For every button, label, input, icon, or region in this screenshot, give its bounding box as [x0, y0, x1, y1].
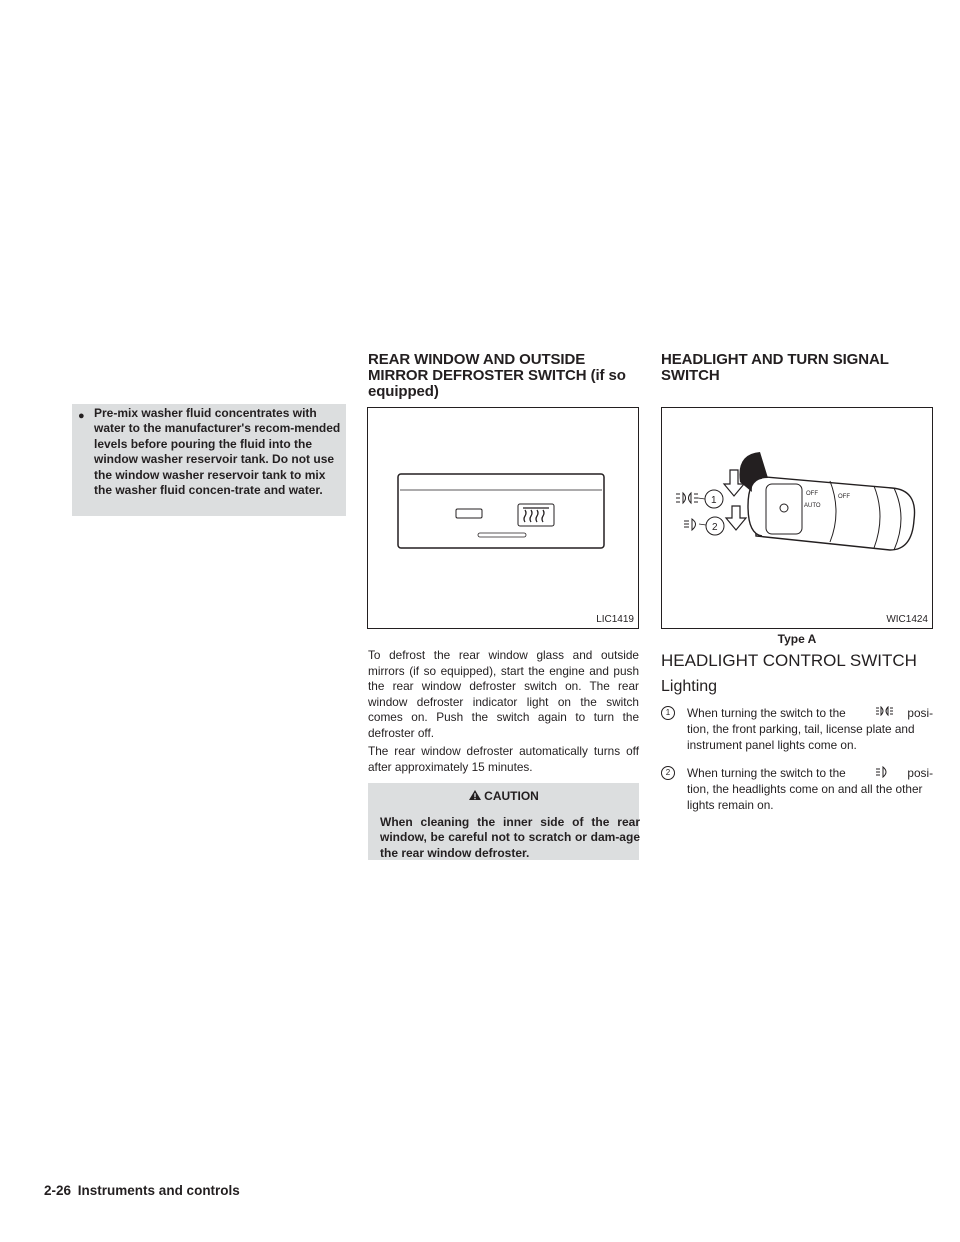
washer-fluid-note: [72, 404, 346, 516]
item-number: 1: [661, 706, 675, 720]
page-footer: [44, 1183, 240, 1198]
defroster-heading: [368, 352, 643, 400]
headlight-heading-line2: SWITCH: [661, 367, 720, 384]
caution-text: When cleaning the inner side of the rear window, be careful not to scratch or dam-age the rear window defroster.: [380, 815, 640, 860]
defroster-figure: [367, 407, 639, 629]
item-text: [687, 766, 933, 813]
defroster-heading-line1: REAR WINDOW AND OUTSIDE: [368, 351, 586, 368]
section-title: Instruments and controls: [77, 1183, 240, 1198]
defroster-paragraph-1: To defrost the rear window glass and outside mirrors (if so equipped), start the engine and push the rear window defroster switch on. The rear window defroster indicator light on the switch comes on. Push the switch again to turn the defroster off.: [368, 648, 639, 740]
figure-code: LIC1419: [596, 614, 634, 625]
figure-code: WIC1424: [886, 614, 928, 625]
headlight-icon: [684, 519, 696, 530]
headlight-heading-line1: HEADLIGHT AND TURN SIGNAL: [661, 351, 889, 368]
item-text-rest: tion, the front parking, tail, license plate and instrument panel lights come on.: [687, 722, 915, 752]
item-text-prefix: When turning the switch to the: [687, 766, 846, 780]
note-text: Pre-mix washer fluid concentrates with water to the manufacturer's recom-mended levels before pouring the fluid into the window washer reservoir tank. Do not use the window washer reservoir tank to mix the washer fluid concen-trate and water.: [94, 406, 341, 498]
defroster-switch-illustration: [368, 408, 638, 628]
parking-light-icon: [676, 493, 698, 503]
off-label-2: OFF: [838, 494, 850, 500]
warning-icon: [468, 789, 482, 801]
caution-header: [368, 789, 639, 803]
lighting-heading: Lighting: [661, 678, 718, 695]
parking-light-icon: [875, 706, 901, 718]
bullet-icon: ●: [78, 410, 85, 422]
headlight-switch-illustration: [662, 408, 932, 628]
headlight-control-heading: HEADLIGHT CONTROL SWITCH: [661, 651, 917, 670]
caution-title: CAUTION: [484, 789, 539, 803]
caution-box: [368, 783, 639, 860]
callout-1: 1: [711, 495, 717, 506]
item-number: 2: [661, 766, 675, 780]
callout-2: 2: [712, 522, 718, 533]
defroster-paragraph-2: The rear window defroster automatically turns off after approximately 15 minutes.: [368, 744, 639, 774]
figure-caption: Type A: [777, 632, 817, 646]
defroster-heading-line2: MIRROR DEFROSTER SWITCH (if so: [368, 367, 626, 384]
headlight-figure: [661, 407, 933, 629]
off-label-1: OFF: [806, 491, 818, 497]
headlight-heading: [661, 352, 921, 384]
item-text-rest: tion, the headlights come on and all the other lights remain on.: [687, 782, 923, 812]
page-number: 2-26: [44, 1183, 72, 1198]
item-text-prefix: When turning the switch to the: [687, 706, 846, 720]
item-text-suffix: posi-: [907, 766, 933, 780]
headlight-icon: [875, 766, 895, 778]
item-text-suffix: posi-: [907, 706, 933, 720]
defroster-heading-line3: equipped): [368, 383, 439, 400]
auto-label: AUTO: [804, 503, 821, 509]
item-text: [687, 706, 933, 753]
